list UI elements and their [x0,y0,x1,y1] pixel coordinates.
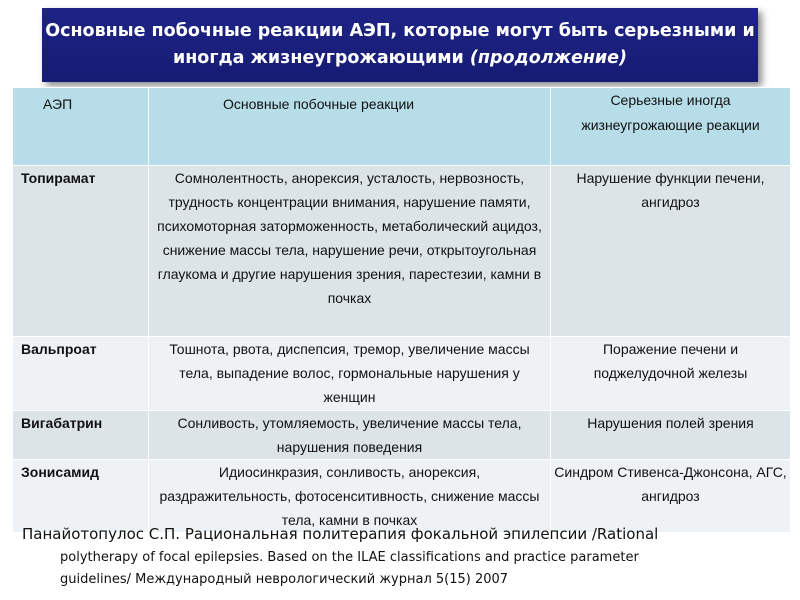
serious-reactions-cell: Нарушения полей зрения [551,411,791,460]
drug-name: Топирамат [13,166,149,337]
slide-title: Основные побочные реакции АЭП, которые могут быть серьезными и иногда жизнеугрожающими [45,21,755,68]
side-effects-cell: Идиосинкразия, сонливость, анорексия, раздражительность, фотосенситивность, снижение массы тела, камни в почках [149,460,551,533]
slide-title-continuation: (продолжение) [469,48,628,68]
table-row [13,337,791,411]
serious-reactions-cell: Поражение печени и поджелудочной железы [551,337,791,411]
table-row [13,460,791,533]
table-row [13,166,791,337]
header-serious-reactions: Серьезные иногда жизнеугрожающие реакции [551,88,791,166]
side-effects-cell: Сонливость, утомляемость, увеличение массы тела, нарушения поведения [149,411,551,460]
serious-reactions-cell: Нарушение функции печени, ангидроз [551,166,791,337]
slide-title-banner [42,8,758,82]
citation-line-1: Панайотопулос С.П. Рациональная политерапия фокальной эпилепсии /Rational [22,525,659,543]
serious-reactions-cell: Синдром Стивенса-Джонсона, АГС, ангидроз [551,460,791,533]
table-header-row [13,88,791,166]
side-effects-cell: Сомнолентность, анорексия, усталость, нервозность, трудность концентрации внимания, нарушение памяти, психомоторная заторможенность, метаболический ацидоз, снижение массы тела, нарушение речи, открытоугольная глаукома и другие нарушения зрения, парестезии, камни в почках [149,166,551,337]
citation-line-3: guidelines/ Международный неврологический журнал 5(15) 2007 [60,572,509,587]
side-effects-cell: Тошнота, рвота, диспепсия, тремор, увеличение массы тела, выпадение волос, гормональные нарушения у женщин [149,337,551,411]
drug-name: Вальпроат [13,337,149,411]
table-row [13,411,791,460]
citation-line-2: polytherapy of focal epilepsies. Based on the ILAE classifications and practice parameter [60,550,639,565]
drug-name: Вигабатрин [13,411,149,460]
drug-name: Зонисамид [13,460,149,533]
citation [22,523,712,591]
header-side-effects: Основные побочные реакции [149,88,551,166]
side-effects-table [12,87,791,533]
header-drug: АЭП [13,88,149,166]
